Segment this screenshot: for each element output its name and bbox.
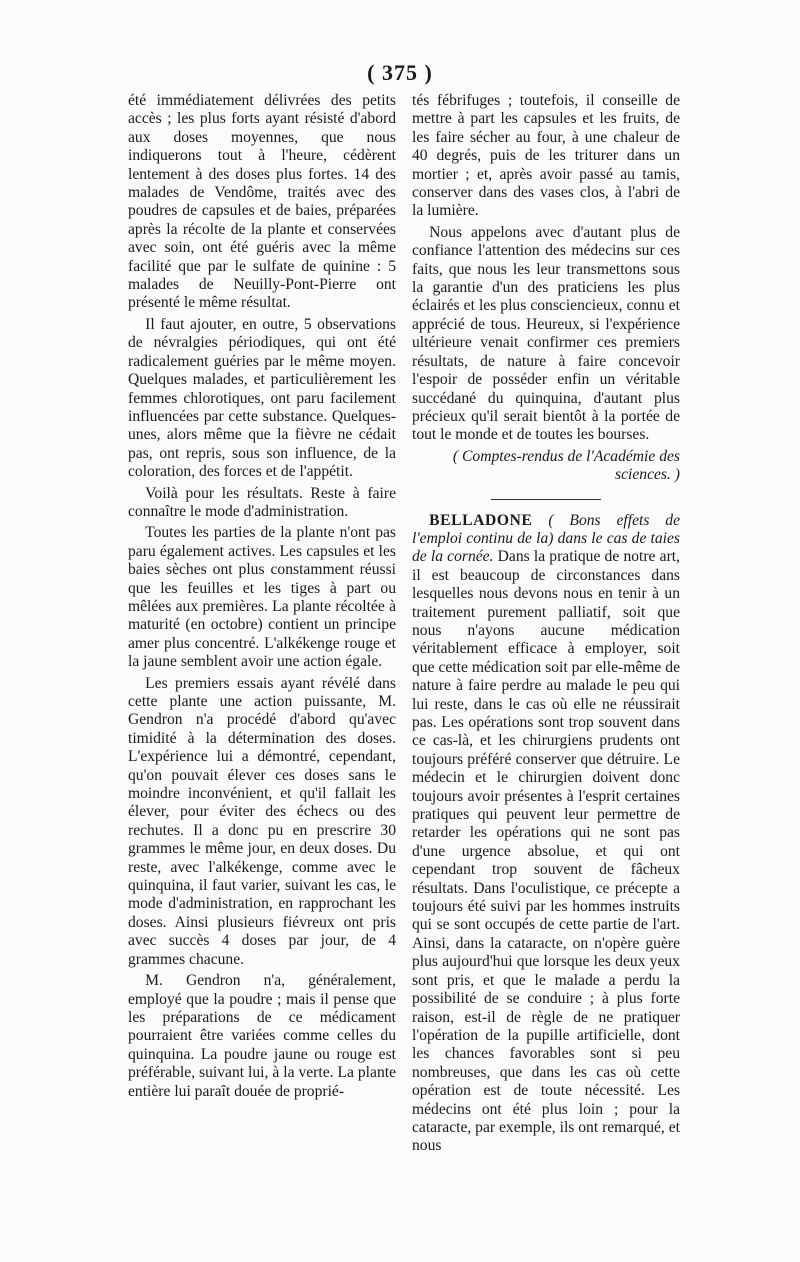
belladone-subtitle: ( Bons effets de l'emploi continu de la) dans le cas de taies de la cornée. — [412, 511, 680, 566]
citation: ( Comptes-rendus de l'Académie des sciences. ) — [452, 447, 680, 484]
belladone-article — [412, 512, 680, 1156]
belladone-heading: BELLADONE — [429, 511, 533, 529]
left-paragraph-4: Toutes les parties de la plante n'ont pas paru également actives. Les capsules et les baies sèches ont plus constamment réussi que les feuilles et les tiges à part ou mêlées aux premières. La plante récoltée à maturité (en octobre) contient un principe amer plus concentré. L'alkékenge rouge et la jaune semblent avoir une action égale. — [128, 524, 396, 671]
left-column — [128, 92, 396, 1104]
page-number: ( 375 ) — [367, 60, 433, 85]
right-paragraph-1: tés fébrifuges ; toutefois, il conseille de mettre à part les capsules et les fruits, de les faire sécher au four, à une chaleur de 40 degrés, puis de les triturer dans un mortier ; et, après avoir passé au tamis, conserver dans des vases clos, à l'abri de la lumière. — [412, 92, 680, 220]
left-paragraph-5: Les premiers essais ayant révélé dans cette plante une action puissante, M. Gendron n'a procédé d'abord qu'avec timidité à la détermination des doses. L'expérience lui a démontré, cependant, qu'on pouvait élever ces doses sans le moindre inconvénient, et qu'il fallait les élever, pour éviter des échecs ou des rechutes. Il a donc pu en prescrire 30 grammes le même jour, en deux doses. Du reste, avec l'alkékenge, comme avec le quinquina, il faut varier, suivant les cas, le mode d'administration, en rapprochant les doses. Ainsi plusieurs fiévreux ont pris avec succès 4 doses par jour, de 4 grammes chacune. — [128, 674, 396, 968]
left-paragraph-3: Voilà pour les résultats. Reste à faire connaître le mode d'administration. — [128, 484, 396, 520]
section-divider — [491, 499, 601, 500]
belladone-body: Dans la pratique de notre art, il est beaucoup de circonstances dans lesquelles nous devons nous en tenir à un traitement purement palliatif, soit que nous n'ayons aucune médication véritablement efficace à employer, soit que cette médication soit par elle-même de nature à faire perdre au malade le peu qui lui reste, dans le cas où elle ne réussirait pas. Les opérations sont trop souvent dans ce cas-là, et les chirurgiens prudents ont toujours préféré conserver que détruire. Le médecin et le chirurgien doivent donc toujours avoir présentes à l'esprit certaines pratiques qui peuvent leur permettre de retarder les opérations qui ne sont pas d'une urgence absolue, et qui ont cependant trop souvent de fâcheux résultats. Dans l'oculistique, ce précepte a toujours été suivi par les hommes instruits qui se sont occupés de cette partie de l'art. Ainsi, dans la cataracte, on n'opère guère plus aujourd'hui que lorsque les deux yeux sont pris, et que le malade a perdu la possibilité de se conduire ; à plus forte raison, est-il de règle de ne pratiquer l'opération de la pupille artificielle, dont les chances favorables sont si peu nombreuses, que dans les cas où cette opération est de toute nécessité. Les médecins ont été plus loin ; pour la cataracte, par exemple, ils ont remarqué, et nous — [412, 548, 680, 1155]
right-paragraph-2: Nous appelons avec d'autant plus de confiance l'attention des médecins sur ces faits, que nous les leur transmettons sous la garantie d'un des praticiens les plus éclairés et les plus consciencieux, connu et apprécié de tous. Heureux, si l'expérience ultérieure venait confirmer ces premiers résultats, de nature à faire concevoir l'espoir de posséder enfin un véritable succédané du quinquina, d'autant plus précieux qu'il serait bientôt à la portée de tout le monde et de toutes les bourses. — [412, 223, 680, 444]
left-paragraph-6: M. Gendron n'a, généralement, employé que la poudre ; mais il pense que les préparations de ce médicament pourraient être variées comme celles du quinquina. La poudre jaune ou rouge est préférable, suivant lui, à la verte. La plante entière lui paraît douée de proprié- — [128, 972, 396, 1100]
right-column — [412, 92, 680, 1159]
left-paragraph-1: été immédiatement délivrées des petits accès ; les plus forts ayant résisté d'abord aux doses moyennes, que nous indiquerons tout à l'heure, cédèrent lentement à des doses plus fortes. 14 des malades de Vendôme, traités avec des poudres de capsules et de baies, préparées après la récolte de la plante et conservées avec soin, ont été guéris avec la même facilité que par le sulfate de quinine : 5 malades de Neuilly-Pont-Pierre ont présenté le même résultat. — [128, 92, 396, 312]
left-paragraph-2: Il faut ajouter, en outre, 5 observations de névralgies périodiques, qui ont été radicalement guéries par le même moyen. Quelques malades, et particulièrement les femmes chlorotiques, ont paru facilement influencées par cette substance. Quelques-unes, alors même que la fièvre ne cédait pas, ont repris, sous son influence, de la coloration, des forces et de l'appétit. — [128, 315, 396, 481]
